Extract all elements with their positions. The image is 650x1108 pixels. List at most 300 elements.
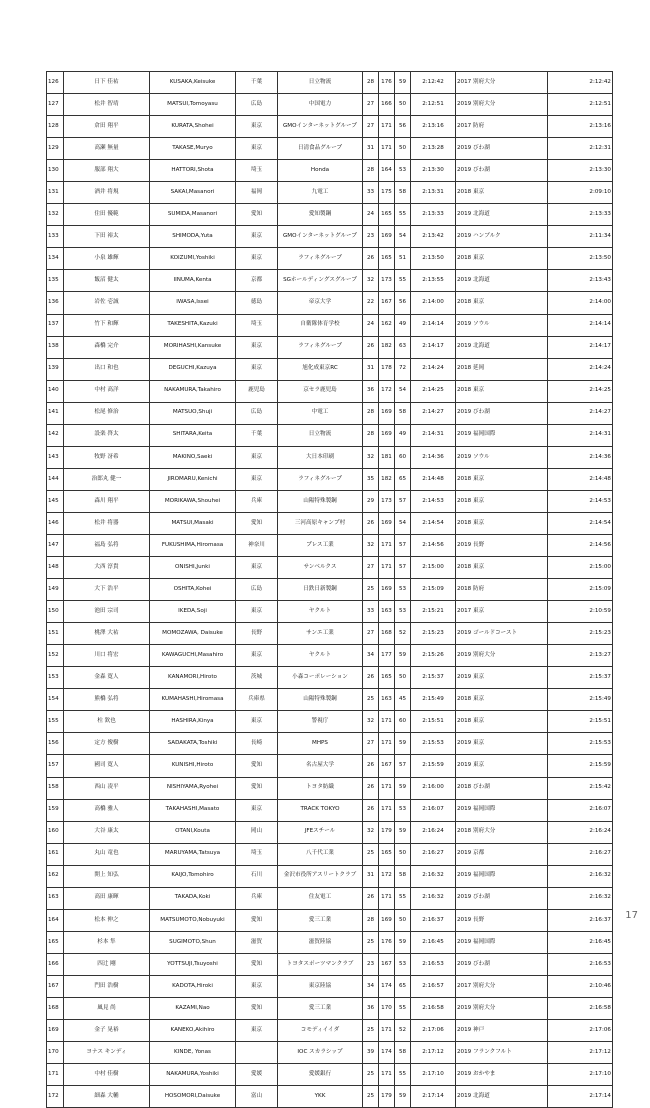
cell-height: 162	[379, 314, 395, 336]
cell-team: 中国電力	[278, 94, 363, 116]
cell-record-race: 2019 北海道	[456, 204, 548, 226]
cell-age: 26	[363, 667, 379, 689]
cell-athlete-name: 松尾 修治	[64, 402, 150, 424]
cell-personal-best: 2:16:07	[548, 799, 613, 821]
table-row	[47, 292, 613, 314]
cell-best-time: 2:15:37	[411, 667, 456, 689]
cell-team: サンベルクス	[278, 557, 363, 579]
cell-athlete-name-roman: SHITARA,Keita	[150, 424, 236, 446]
cell-entry-number: 137	[47, 314, 64, 336]
cell-best-time: 2:13:28	[411, 138, 456, 160]
cell-age: 27	[363, 557, 379, 579]
cell-personal-best: 2:13:50	[548, 248, 613, 270]
cell-athlete-name: 設楽 啓太	[64, 424, 150, 446]
cell-record-race: 2019 びわ湖	[456, 160, 548, 182]
cell-team: 日鉄日新製鋼	[278, 579, 363, 601]
cell-age: 26	[363, 248, 379, 270]
cell-entry-number: 131	[47, 182, 64, 204]
cell-athlete-name: 日下 佳祐	[64, 72, 150, 94]
cell-entry-number: 146	[47, 512, 64, 534]
cell-team: YKK	[278, 1086, 363, 1108]
cell-athlete-name-roman: YOTTSUJI,Tsuyoshi	[150, 953, 236, 975]
table-row	[47, 689, 613, 711]
cell-athlete-name: 牧野 冴希	[64, 446, 150, 468]
cell-athlete-name: 風見 尚	[64, 997, 150, 1019]
cell-personal-best: 2:15:53	[548, 733, 613, 755]
cell-personal-best: 2:13:16	[548, 116, 613, 138]
cell-athlete-name-roman: TAKASE,Muryo	[150, 138, 236, 160]
cell-athlete-name: 森橋 完介	[64, 336, 150, 358]
table-row	[47, 997, 613, 1019]
cell-height: 171	[379, 116, 395, 138]
cell-age: 28	[363, 160, 379, 182]
cell-height: 167	[379, 953, 395, 975]
cell-personal-best: 2:16:58	[548, 997, 613, 1019]
table-row	[47, 579, 613, 601]
cell-best-time: 2:16:07	[411, 799, 456, 821]
cell-personal-best: 2:15:23	[548, 623, 613, 645]
table-row	[47, 975, 613, 997]
cell-personal-best: 2:16:53	[548, 953, 613, 975]
table-row	[47, 512, 613, 534]
cell-athlete-name: 中村 佳樹	[64, 1064, 150, 1086]
cell-athlete-name: 川口 将宏	[64, 645, 150, 667]
cell-athlete-name-roman: MARUYAMA,Tatsuya	[150, 843, 236, 865]
cell-athlete-name-roman: KAIJO,Tomohiro	[150, 865, 236, 887]
table-row	[47, 182, 613, 204]
cell-personal-best: 2:16:27	[548, 843, 613, 865]
cell-age: 32	[363, 446, 379, 468]
cell-athlete-name-roman: NISHIYAMA,Ryohei	[150, 777, 236, 799]
cell-personal-best: 2:13:33	[548, 204, 613, 226]
cell-weight: 60	[395, 446, 411, 468]
cell-best-time: 2:17:12	[411, 1042, 456, 1064]
table-row	[47, 1086, 613, 1108]
cell-weight: 55	[395, 887, 411, 909]
cell-personal-best: 2:17:10	[548, 1064, 613, 1086]
cell-personal-best: 2:13:27	[548, 645, 613, 667]
cell-athlete-name-roman: KADOTA,Hiroki	[150, 975, 236, 997]
cell-entry-number: 144	[47, 468, 64, 490]
cell-weight: 59	[395, 821, 411, 843]
cell-team: TRACK TOKYO	[278, 799, 363, 821]
cell-record-race: 2019 ハンブルク	[456, 226, 548, 248]
cell-weight: 65	[395, 975, 411, 997]
cell-prefecture: 広島	[236, 94, 278, 116]
cell-prefecture: 富山	[236, 1086, 278, 1108]
cell-weight: 57	[395, 557, 411, 579]
cell-team: SGホールディングスグループ	[278, 270, 363, 292]
cell-prefecture: 東京	[236, 248, 278, 270]
cell-entry-number: 165	[47, 931, 64, 953]
cell-age: 31	[363, 138, 379, 160]
cell-height: 171	[379, 1020, 395, 1042]
cell-athlete-name-roman: HOSOMORI,Daisuke	[150, 1086, 236, 1108]
cell-personal-best: 2:14:31	[548, 424, 613, 446]
cell-entry-number: 130	[47, 160, 64, 182]
table-row	[47, 204, 613, 226]
cell-weight: 50	[395, 667, 411, 689]
cell-best-time: 2:15:49	[411, 689, 456, 711]
cell-team: GMOインターネットグループ	[278, 226, 363, 248]
cell-prefecture: 長崎	[236, 733, 278, 755]
cell-athlete-name: 杉本 隼	[64, 931, 150, 953]
cell-entry-number: 140	[47, 380, 64, 402]
cell-personal-best: 2:10:59	[548, 601, 613, 623]
cell-age: 25	[363, 1064, 379, 1086]
cell-prefecture: 兵庫県	[236, 689, 278, 711]
cell-height: 163	[379, 689, 395, 711]
cell-age: 27	[363, 623, 379, 645]
cell-height: 164	[379, 160, 395, 182]
cell-best-time: 2:14:27	[411, 402, 456, 424]
cell-best-time: 2:16:27	[411, 843, 456, 865]
cell-weight: 58	[395, 865, 411, 887]
cell-entry-number: 127	[47, 94, 64, 116]
cell-record-race: 2019 神戸	[456, 1020, 548, 1042]
cell-height: 171	[379, 557, 395, 579]
cell-height: 170	[379, 997, 395, 1019]
cell-age: 39	[363, 1042, 379, 1064]
cell-age: 24	[363, 204, 379, 226]
cell-entry-number: 149	[47, 579, 64, 601]
cell-best-time: 2:15:26	[411, 645, 456, 667]
cell-prefecture: 埼玉	[236, 843, 278, 865]
cell-team: 愛三工業	[278, 997, 363, 1019]
cell-prefecture: 埼玉	[236, 160, 278, 182]
cell-best-time: 2:13:50	[411, 248, 456, 270]
cell-record-race: 2019 長野	[456, 909, 548, 931]
cell-height: 172	[379, 380, 395, 402]
cell-weight: 55	[395, 1064, 411, 1086]
cell-team: 帝京大学	[278, 292, 363, 314]
cell-prefecture: 東京	[236, 446, 278, 468]
cell-age: 28	[363, 402, 379, 424]
cell-prefecture: 東京	[236, 138, 278, 160]
cell-prefecture: 愛知	[236, 953, 278, 975]
table-row	[47, 953, 613, 975]
cell-height: 171	[379, 887, 395, 909]
cell-best-time: 2:15:21	[411, 601, 456, 623]
cell-entry-number: 170	[47, 1042, 64, 1064]
cell-height: 169	[379, 909, 395, 931]
cell-height: 175	[379, 182, 395, 204]
cell-weight: 53	[395, 799, 411, 821]
table-row	[47, 733, 613, 755]
cell-entry-number: 126	[47, 72, 64, 94]
cell-athlete-name-roman: SUGIMOTO,Shun	[150, 931, 236, 953]
cell-record-race: 2019 びわ湖	[456, 953, 548, 975]
cell-prefecture: 茨城	[236, 667, 278, 689]
cell-age: 26	[363, 755, 379, 777]
cell-weight: 54	[395, 226, 411, 248]
cell-entry-number: 132	[47, 204, 64, 226]
cell-age: 34	[363, 645, 379, 667]
cell-record-race: 2018 東京	[456, 689, 548, 711]
cell-entry-number: 141	[47, 402, 64, 424]
cell-age: 36	[363, 380, 379, 402]
cell-personal-best: 2:11:34	[548, 226, 613, 248]
table-row	[47, 931, 613, 953]
cell-team: 小森コーポレーション	[278, 667, 363, 689]
cell-record-race: 2019 別府大分	[456, 94, 548, 116]
cell-height: 167	[379, 755, 395, 777]
cell-athlete-name: ヨナス キンディ	[64, 1042, 150, 1064]
cell-athlete-name-roman: HASHIRA,Kinya	[150, 711, 236, 733]
cell-best-time: 2:16:53	[411, 953, 456, 975]
cell-age: 36	[363, 997, 379, 1019]
cell-best-time: 2:17:14	[411, 1086, 456, 1108]
cell-athlete-name-roman: NAKAMURA,Yoshiki	[150, 1064, 236, 1086]
cell-record-race: 2019 東京	[456, 667, 548, 689]
cell-record-race: 2019 北海道	[456, 336, 548, 358]
cell-weight: 50	[395, 94, 411, 116]
cell-personal-best: 2:14:56	[548, 534, 613, 556]
table-row	[47, 777, 613, 799]
cell-team: ラフィネグループ	[278, 336, 363, 358]
cell-prefecture: 滋賀	[236, 931, 278, 953]
cell-record-race: 2017 別府大分	[456, 975, 548, 997]
cell-weight: 54	[395, 380, 411, 402]
cell-height: 182	[379, 468, 395, 490]
cell-weight: 55	[395, 204, 411, 226]
cell-athlete-name-roman: MATSUO,Shuji	[150, 402, 236, 424]
cell-athlete-name-roman: HATTORI,Shota	[150, 160, 236, 182]
cell-prefecture: 愛知	[236, 755, 278, 777]
cell-height: 166	[379, 94, 395, 116]
cell-entry-number: 139	[47, 358, 64, 380]
cell-entry-number: 160	[47, 821, 64, 843]
cell-best-time: 2:14:31	[411, 424, 456, 446]
cell-team: 大日本印刷	[278, 446, 363, 468]
cell-athlete-name-roman: OSHITA,Kohei	[150, 579, 236, 601]
cell-team: 自衛隊体育学校	[278, 314, 363, 336]
cell-athlete-name: 松本 伸之	[64, 909, 150, 931]
cell-athlete-name-roman: KURATA,Shohei	[150, 116, 236, 138]
cell-record-race: 2018 東京	[456, 292, 548, 314]
cell-age: 23	[363, 226, 379, 248]
cell-age: 29	[363, 490, 379, 512]
cell-age: 25	[363, 843, 379, 865]
cell-height: 176	[379, 931, 395, 953]
cell-height: 171	[379, 138, 395, 160]
cell-team: 日立物流	[278, 424, 363, 446]
cell-age: 28	[363, 72, 379, 94]
cell-personal-best: 2:12:51	[548, 94, 613, 116]
cell-age: 28	[363, 909, 379, 931]
cell-entry-number: 172	[47, 1086, 64, 1108]
cell-athlete-name: 西山 凌平	[64, 777, 150, 799]
cell-prefecture: 東京	[236, 336, 278, 358]
cell-height: 169	[379, 402, 395, 424]
cell-entry-number: 168	[47, 997, 64, 1019]
cell-athlete-name-roman: MORIHASHI,Kansuke	[150, 336, 236, 358]
cell-weight: 50	[395, 909, 411, 931]
cell-best-time: 2:16:58	[411, 997, 456, 1019]
table-row	[47, 843, 613, 865]
cell-entry-number: 159	[47, 799, 64, 821]
cell-weight: 57	[395, 490, 411, 512]
cell-record-race: 2019 京都	[456, 843, 548, 865]
table-row	[47, 160, 613, 182]
table-row	[47, 380, 613, 402]
cell-weight: 53	[395, 601, 411, 623]
cell-record-race: 2019 北海道	[456, 270, 548, 292]
cell-team: 愛三工業	[278, 909, 363, 931]
cell-prefecture: 東京	[236, 557, 278, 579]
cell-entry-number: 135	[47, 270, 64, 292]
cell-athlete-name-roman: TAKAHASHI,Masato	[150, 799, 236, 821]
cell-weight: 56	[395, 292, 411, 314]
cell-athlete-name: 森川 翔平	[64, 490, 150, 512]
cell-entry-number: 128	[47, 116, 64, 138]
cell-athlete-name-roman: TAKESHITA,Kazuki	[150, 314, 236, 336]
cell-athlete-name: 酒井 将規	[64, 182, 150, 204]
table-row	[47, 424, 613, 446]
cell-entry-number: 164	[47, 909, 64, 931]
cell-weight: 55	[395, 997, 411, 1019]
cell-team: 東京陸協	[278, 975, 363, 997]
cell-entry-number: 161	[47, 843, 64, 865]
cell-athlete-name-roman: IINUMA,Kenta	[150, 270, 236, 292]
cell-prefecture: 徳島	[236, 292, 278, 314]
cell-height: 179	[379, 1086, 395, 1108]
cell-entry-number: 157	[47, 755, 64, 777]
cell-athlete-name: 高瀬 無量	[64, 138, 150, 160]
cell-record-race: 2019 びわ湖	[456, 402, 548, 424]
cell-team: 住友電工	[278, 887, 363, 909]
cell-height: 179	[379, 821, 395, 843]
cell-personal-best: 2:14:14	[548, 314, 613, 336]
cell-athlete-name: 出口 和也	[64, 358, 150, 380]
cell-weight: 58	[395, 402, 411, 424]
cell-team: JFEスチール	[278, 821, 363, 843]
cell-athlete-name-roman: KUNISHI,Hiroto	[150, 755, 236, 777]
cell-weight: 57	[395, 755, 411, 777]
cell-height: 167	[379, 292, 395, 314]
cell-personal-best: 2:14:17	[548, 336, 613, 358]
cell-age: 25	[363, 579, 379, 601]
cell-personal-best: 2:13:43	[548, 270, 613, 292]
cell-age: 26	[363, 799, 379, 821]
cell-athlete-name: 小泉 雄輝	[64, 248, 150, 270]
cell-athlete-name: 下田 裕太	[64, 226, 150, 248]
table-row	[47, 865, 613, 887]
cell-athlete-name-roman: KUMAHASHI,Hiromasa	[150, 689, 236, 711]
cell-personal-best: 2:14:53	[548, 490, 613, 512]
cell-personal-best: 2:16:32	[548, 865, 613, 887]
cell-height: 178	[379, 358, 395, 380]
cell-athlete-name: 岩佐 壱誠	[64, 292, 150, 314]
cell-best-time: 2:15:51	[411, 711, 456, 733]
cell-prefecture: 千葉	[236, 72, 278, 94]
cell-personal-best: 2:16:45	[548, 931, 613, 953]
cell-athlete-name-roman: SUMIDA,Masanori	[150, 204, 236, 226]
cell-personal-best: 2:16:24	[548, 821, 613, 843]
cell-entry-number: 171	[47, 1064, 64, 1086]
cell-team: 山陽特殊製鋼	[278, 689, 363, 711]
cell-record-race: 2018 東京	[456, 557, 548, 579]
cell-weight: 52	[395, 1020, 411, 1042]
cell-athlete-name: 門田 浩樹	[64, 975, 150, 997]
cell-best-time: 2:13:31	[411, 182, 456, 204]
cell-record-race: 2019 ソウル	[456, 314, 548, 336]
cell-athlete-name-roman: OTANI,Kouta	[150, 821, 236, 843]
table-row	[47, 1020, 613, 1042]
cell-age: 26	[363, 336, 379, 358]
cell-weight: 51	[395, 248, 411, 270]
cell-athlete-name: 柱 欽也	[64, 711, 150, 733]
table-row	[47, 1064, 613, 1086]
cell-prefecture: 東京	[236, 1020, 278, 1042]
cell-best-time: 2:12:51	[411, 94, 456, 116]
cell-athlete-name-roman: KAZAMI,Nao	[150, 997, 236, 1019]
table-row	[47, 94, 613, 116]
table-row	[47, 755, 613, 777]
cell-team: GMOインターネットグループ	[278, 116, 363, 138]
cell-record-race: 2017 防府	[456, 116, 548, 138]
cell-weight: 60	[395, 711, 411, 733]
cell-prefecture: 福岡	[236, 182, 278, 204]
cell-team: トヨタ紡織	[278, 777, 363, 799]
cell-athlete-name: 竹下 和輝	[64, 314, 150, 336]
cell-athlete-name-roman: KUSAKA,Keisuke	[150, 72, 236, 94]
cell-personal-best: 2:12:42	[548, 72, 613, 94]
cell-prefecture: 石川	[236, 865, 278, 887]
cell-age: 23	[363, 953, 379, 975]
cell-weight: 54	[395, 512, 411, 534]
cell-prefecture: 長野	[236, 623, 278, 645]
cell-age: 27	[363, 733, 379, 755]
table-row	[47, 821, 613, 843]
cell-prefecture: 東京	[236, 799, 278, 821]
cell-age: 32	[363, 821, 379, 843]
cell-best-time: 2:15:53	[411, 733, 456, 755]
cell-athlete-name: 池田 宗司	[64, 601, 150, 623]
cell-athlete-name-roman: IKEDA,Soji	[150, 601, 236, 623]
cell-team: サンエ工業	[278, 623, 363, 645]
cell-record-race: 2019 びわ湖	[456, 138, 548, 160]
cell-height: 168	[379, 623, 395, 645]
cell-personal-best: 2:16:37	[548, 909, 613, 931]
cell-record-race: 2019 びわ湖	[456, 887, 548, 909]
cell-personal-best: 2:13:30	[548, 160, 613, 182]
cell-weight: 59	[395, 777, 411, 799]
cell-height: 174	[379, 975, 395, 997]
cell-age: 31	[363, 358, 379, 380]
cell-personal-best: 2:15:59	[548, 755, 613, 777]
cell-athlete-name: 飯沼 健太	[64, 270, 150, 292]
cell-personal-best: 2:15:09	[548, 579, 613, 601]
cell-team: 愛媛銀行	[278, 1064, 363, 1086]
cell-best-time: 2:13:30	[411, 160, 456, 182]
cell-prefecture: 広島	[236, 402, 278, 424]
cell-athlete-name: 開上 知弘	[64, 865, 150, 887]
cell-weight: 59	[395, 645, 411, 667]
cell-athlete-name-roman: IWASA,Issei	[150, 292, 236, 314]
table-row	[47, 248, 613, 270]
cell-athlete-name: 大西 淳貴	[64, 557, 150, 579]
cell-personal-best: 2:15:49	[548, 689, 613, 711]
cell-best-time: 2:16:32	[411, 865, 456, 887]
cell-record-race: 2019 東京	[456, 755, 548, 777]
cell-athlete-name-roman: KAWAGUCHI,Masahiro	[150, 645, 236, 667]
cell-age: 26	[363, 512, 379, 534]
cell-team: コモディイイダ	[278, 1020, 363, 1042]
cell-prefecture: 愛知	[236, 204, 278, 226]
cell-record-race: 2019 ゴールドコースト	[456, 623, 548, 645]
cell-entry-number: 138	[47, 336, 64, 358]
